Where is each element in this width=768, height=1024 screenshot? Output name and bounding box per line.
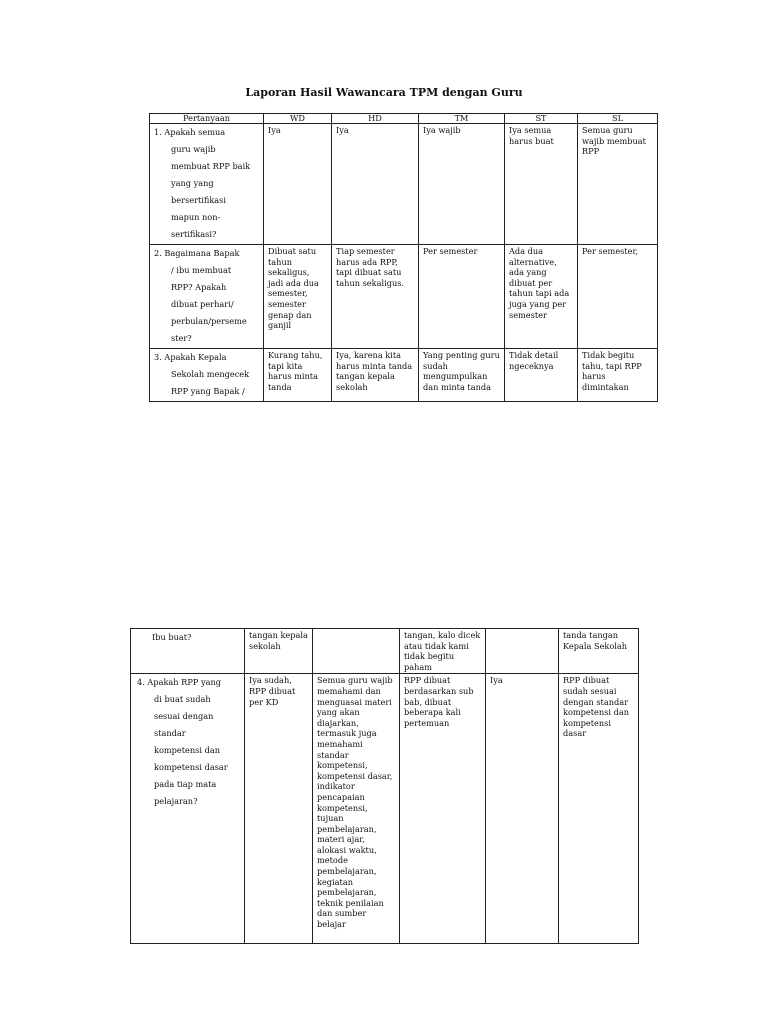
answer-tm: RPP dibuat berdasarkan sub bab, dibuat beberapa kali pertemuan [400,674,486,944]
question-line: RPP? Apakah [171,282,227,292]
question-line: 1. Apakah semua [154,127,226,137]
answer-tm: Per semester [419,245,505,349]
answer-wd: Dibuat satu tahun sekaligus, jadi ada dua semester, semester genap dan ganjil [264,245,332,349]
answer-st [486,629,559,674]
answer-sl: Semua guru wajib membuat RPP [578,124,658,245]
question-line: RPP yang Bapak / [171,386,245,396]
question-line: guru wajib [171,144,216,154]
answer-hd: Semua guru wajib memahami dan menguasai materi yang akan diajarkan, termasuk juga memahami standar kompetensi, kompetensi dasar, indikator pencapaian kompetensi, tujuan pembelajaran, materi ajar, alokasi waktu, metode pembelajaran, kegiatan pembelajaran, teknik penilaian dan sumber belajar [313,674,400,944]
question-cell [131,629,245,674]
answer-wd: tangan kepala sekolah [245,629,313,674]
question-line: Ibu buat? [152,632,192,642]
interview-table-page-2 [130,628,639,944]
answer-hd: Iya [332,124,419,245]
page-title: Laporan Hasil Wawancara TPM dengan Guru [245,86,523,99]
answer-st: Tidak detail ngeceknya [505,349,578,402]
answer-tm: Yang penting guru sudah mengumpulkan dan minta tanda [419,349,505,402]
question-line: sertifikasi? [171,229,217,239]
question-line: di buat sudah [154,694,211,705]
table-row [150,124,658,245]
question-line: / ibu membuat [171,265,232,275]
table-header-row [150,114,658,124]
table-row [131,629,639,674]
table-row [150,349,658,402]
table-row [150,245,658,349]
question-line: dibuat perhari/ [171,299,234,309]
question-line: 4. Apakah RPP yang [137,677,221,688]
question-line: pada tiap mata [154,779,217,790]
interview-table-page-1 [149,113,658,402]
answer-hd: Iya, karena kita harus minta tanda tangan kepala sekolah [332,349,419,402]
answer-st: Iya [486,674,559,944]
question-line: membuat RPP baik [171,161,251,171]
column-header-wd: WD [264,114,332,124]
question-line: standar [154,728,186,739]
answer-st: Ada dua alternative, ada yang dibuat per tahun tapi ada juga yang per semester [505,245,578,349]
question-line: 3. Apakah Kepala [154,352,227,362]
answer-wd: Kurang tahu, tapi kita harus minta tanda [264,349,332,402]
question-line: yang yang [171,178,214,188]
column-header-tm: TM [419,114,505,124]
question-line: pelajaran? [154,796,198,807]
question-cell [131,674,245,944]
answer-sl: Tidak begitu tahu, tapi RPP harus dimintakan [578,349,658,402]
answer-tm: Iya wajib [419,124,505,245]
question-line: ster? [171,333,192,343]
answer-sl: tanda tangan Kepala Sekolah [559,629,639,674]
question-line: kompetensi dan [154,745,220,756]
question-cell [150,349,264,402]
question-cell [150,124,264,245]
answer-sl: RPP dibuat sudah sesuai dengan standar kompetensi dan kompetensi dasar [559,674,639,944]
answer-wd: Iya [264,124,332,245]
question-line: kompetensi dasar [154,762,228,773]
answer-hd [313,629,400,674]
question-line: 2. Bagaimana Bapak [154,248,240,258]
answer-sl: Per semester, [578,245,658,349]
column-header-hd: HD [332,114,419,124]
answer-tm: tangan, kalo dicek atau tidak kami tidak begitu paham [400,629,486,674]
question-line: sesuai dengan [154,711,214,722]
answer-hd: Tiap semester harus ada RPP, tapi dibuat satu tahun sekaligus. [332,245,419,349]
question-line: Sekolah mengecek [171,369,250,379]
question-line: bersertifikasi [171,195,226,205]
answer-wd: Iya sudah, RPP dibuat per KD [245,674,313,944]
column-header-st: ST [505,114,578,124]
column-header-sl: SL [578,114,658,124]
column-header-pertanyaan: Pertanyaan [150,114,264,124]
question-cell [150,245,264,349]
question-line: perbulan/perseme [171,316,247,326]
table-row [131,674,639,944]
answer-st: Iya semua harus buat [505,124,578,245]
question-line: mapun non- [171,212,221,222]
